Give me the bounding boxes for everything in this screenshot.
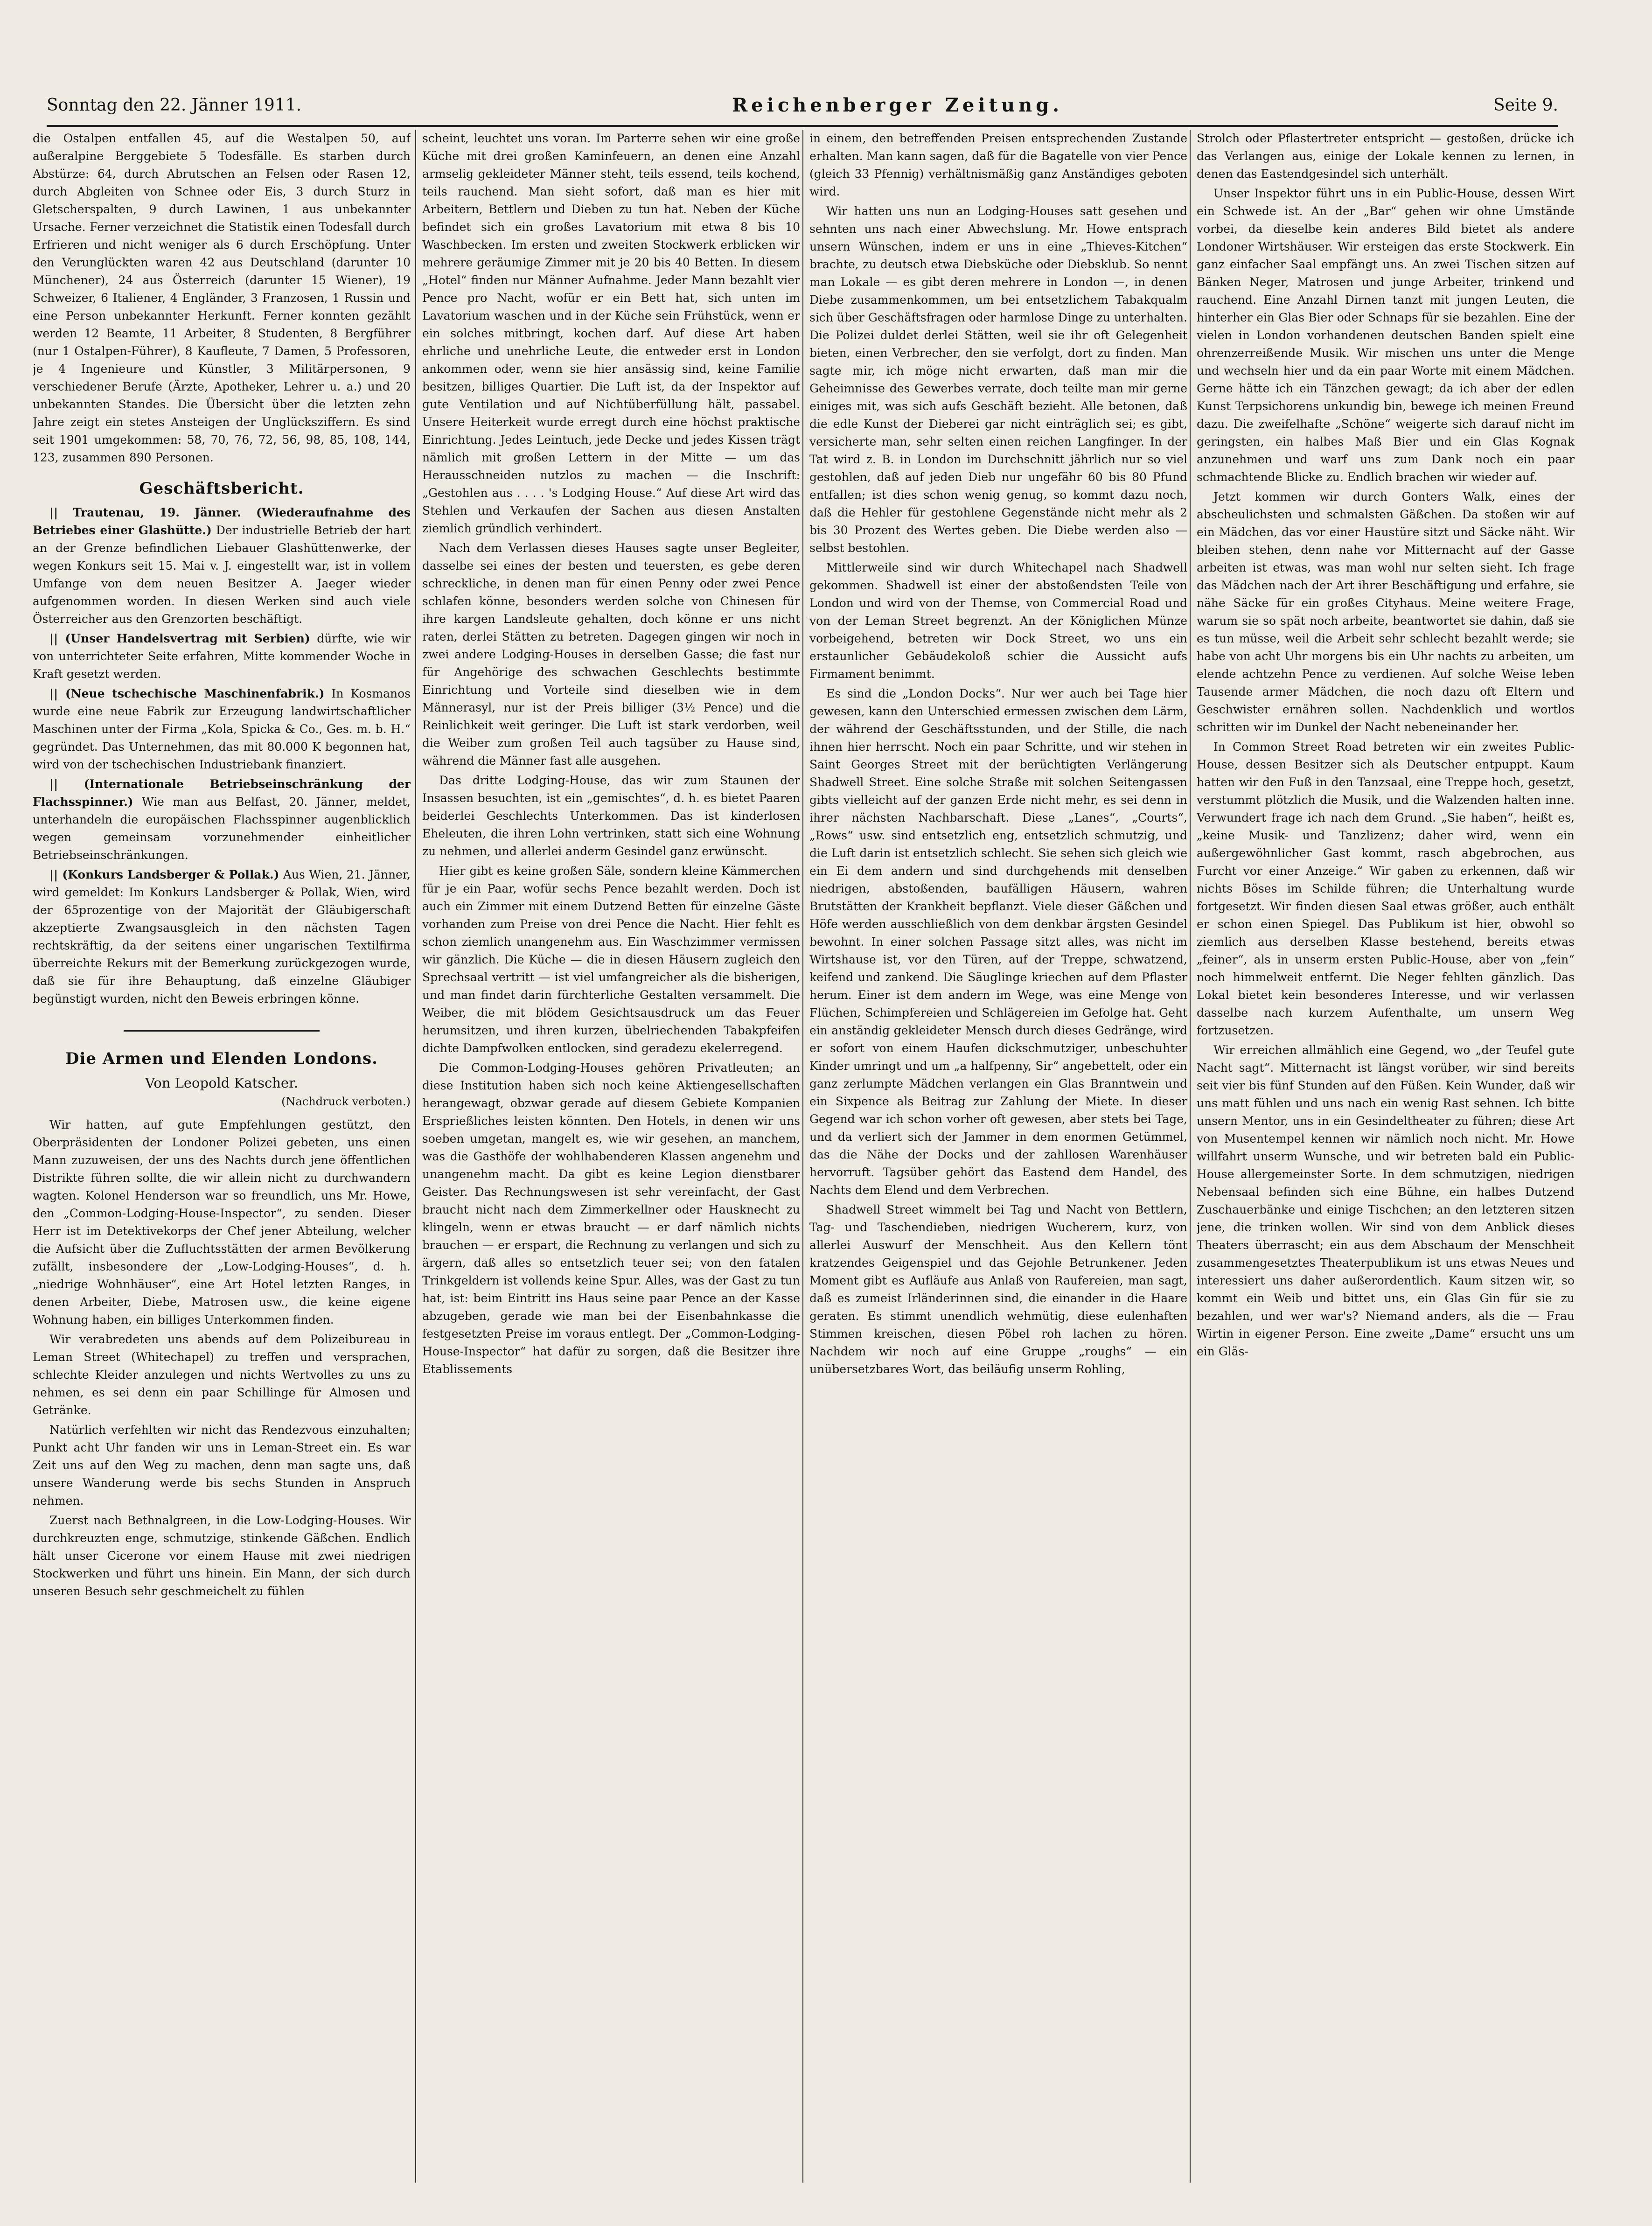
paragraph: Die Common-Lodging-Houses gehören Privatleuten; an diese Institution haben sich noch keine Aktiengesellschaften herangewagt, obzwar gerade auf diesem Gebiete Kompanien Ersprießliches leisten könnten. Den Hotels, in denen wir uns soeben umgetan, mangelt es, wie wir gesehen, an manchem, was die Gasthöfe der wohlhabenderen Klassen angenehm und unangenehm macht. Da gibt es keine Legion dienstbarer Geister. Das Rechnungswesen ist sehr vereinfacht, der Gast braucht nicht nach dem Zimmerkellner oder Hausknecht zu klingeln, wenn er etwas braucht — er darf nämlich nichts brauchen — er erspart, die Rechnung zu verlangen und sich zu ärgern, daß alles so entsetzlich teuer sei; von den fatalen Trinkgeldern ist vollends keine Spur. Alles, was der Gast zu tun hat, ist: beim Eintritt ins Haus seine paar Pence an der Kasse abzugeben, gerade wie man bei der Eisenbahnkasse die festgesetzten Preise im voraus entlegt. Der „Common-Lodging-House-Inspector“ hat dafür zu sorgen, daß die Besitzer ihre Etablissements — [422, 1061, 800, 1376]
paragraph: Wir hatten uns nun an Lodging-Houses satt gesehen und sehnten uns nach einer Abwechslung. Mr. Howe entsprach unsern Wünschen, indem er uns in eine „Thieves-Kitchen“ brachte, zu deutsch etwa Diebsküche oder Diebsklub. So nennt man Lokale — es gibt deren mehrere in London —, in denen Diebe zusammenkommen, um bei entsetzlichem Tabakqualm sich über Geschäftsfragen oder harmlose Dinge zu unterhalten. Die Polizei duldet derlei Stätten, weil sie ihr oft Gelegenheit bieten, einen Verbrecher, den sie verfolgt, dort zu finden. Man sagte mir, ich möge nicht erwarten, daß man mir die Geheimnisse des Gewerbes verrate, doch teilte man mir gerne einiges mit, was sich aufs Geschäft bezieht. Alle betonen, daß die edle Kunst der Dieberei gar nicht einträglich sei; es gibt, versicherte man, sehr selten einen reichen Langfinger. In der Tat wird z. B. in London im Durchschnitt jährlich nur so viel gestohlen, daß auf jeden Dieb nur ungefähr 60 bis 80 Pfund entfallen; ist dies schon wenig genug, so kommt dazu noch, daß die Hehler für gestohlene Gegenstände nicht mehr als 2 bis 30 Prozent des Wertes geben. Die Diebe werden also — selbst bestohlen. — [809, 204, 1187, 555]
column-1 — [33, 130, 411, 2183]
paragraph: Es sind die „London Docks“. Nur wer auch bei Tage hier gewesen, kann den Unterschied ermessen zwischen dem Lärm, der während der Geschäftsstunden, und der Stille, die nach ihnen hier herrscht. Noch ein paar Schritte, und wir stehen in Saint Georges Street mit der berüchtigten Verlängerung Shadwell Street. Eine solche Straße mit solchen Seitengassen gibts vielleicht auf der ganzen Erde nicht mehr, es sei denn in ihrer nächsten Nachbarschaft. Diese „Lanes“, „Courts“, „Rows“ usw. sind entsetzlich eng, entsetzlich schmutzig, und die Luft darin ist entsetzlich schlecht. Sie sehen sich gleich wie ein Ei dem andern und sind durchgehends mit denselben niedrigen, abstoßenden, baufälligen Häusern, wahren Brutstätten der Krankheit bepflanzt. Viele dieser Gäßchen und Höfe werden ausschließlich von dem denkbar ärgsten Gesindel bewohnt. In einer solchen Passage sitzt alles, was nicht im Wirtshause ist, vor den Türen, auf der Treppe, schwatzend, keifend und zankend. Die Säuglinge kriechen auf dem Pflaster herum. Einer ist dem andern im Wege, was eine Menge von Flüchen, Schimpfereien und Schlägereien im Gefolge hat. Geht ein anständig gekleideter Mensch durch dieses Gedränge, wird er sofort von einem Haufen dickschmutziger, unbeschuhter Kinder umringt und um „a halfpenny, Sir“ angebettelt, oder ein ganz zerlumpte Mädchen verlangen ein Glas Branntwein und ein Sixpence als Beitrag zur Zahlung der Miete. In dieser Gegend war ich schon vorher oft gewesen, aber stets bei Tage, und da verliert sich der Jammer in dem enormen Getümmel, das die Nähe der Docks und der zahllosen Warenhäuser hervorruft. Tagsüber gehört das Eastend dem Handel, des Nachts dem Elend und dem Verbrechen. — [809, 687, 1187, 1197]
paragraph: Jetzt kommen wir durch Gonters Walk, eines der abscheulichsten und schmalsten Gäßchen. Da stoßen wir auf ein Mädchen, das vor einer Haustüre sitzt und Säcke näht. Wir bleiben stehen, denn nahe vor Mitternacht auf der Gasse arbeiten ist etwas, was man wohl nur selten sieht. Ich frage das Mädchen nach der Art ihrer Beschäftigung und erfahre, sie nähe Säcke für ein großes Cityhaus. Meine weitere Frage, warum sie so spät noch arbeite, beantwortet sie dahin, daß sie es tun müsse, weil die Arbeit sehr schlecht bezahlt werde; sie habe von acht Uhr morgens bis ein Uhr nachts zu arbeiten, um elende achtzehn Pence zu verdienen. Auf solche Weise leben Tausende armer Mädchen, die noch dazu oft Eltern und Geschwister ernähren sollen. Nachdenklich und wortlos schritten wir im Dunkel der Nacht nebeneinander her. — [1197, 490, 1575, 734]
item-heading: || (Unser Handelsvertrag mit Serbien) — [49, 632, 310, 645]
header-paper-title: Reichenberger Zeitung. — [732, 94, 1063, 116]
header-page-number: Seite 9. — [1493, 95, 1558, 115]
paragraph: Natürlich verfehlten wir nicht das Rendezvous einzuhalten; Punkt acht Uhr fanden wir uns in Leman-Street ein. Es war Zeit uns auf den Weg zu machen, denn man sagte uns, daß unsere Wanderung werde bis sechs Stunden in Anspruch nehmen. — [33, 1423, 411, 1507]
item-heading: || (Neue tschechische Maschinenfabrik.) — [49, 687, 325, 700]
paragraph: Hier gibt es keine großen Säle, sondern kleine Kämmerchen für je ein Paar, wofür sechs Pence bezahlt werden. Doch ist auch ein Zimmer mit einem Dutzend Betten für einzelne Gäste vorhanden zum Preise von drei Pence die Nacht. Hier fehlt es schon ziemlich unangenehm aus. Ein Waschzimmer vermissen wir gänzlich. Die Küche — die in diesen Häusern zugleich den Sprechsaal vertritt — ist viel umfangreicher als die bisherigen, und man findet darin fürchterliche Gestalten versammelt. Die Weiber, die mit blödem Gesichtsausdruck um das Feuer herumsitzen, und ihren kurzen, übelriechenden Tabakpfeifen dichte Dampfwolken entlocken, sind geradezu ekelerregend. — [422, 864, 800, 1055]
column-divider — [415, 130, 416, 2183]
paragraph: Nach dem Verlassen dieses Hauses sagte unser Begleiter, dasselbe sei eines der besten und teuersten, es gebe deren schreckliche, in denen man für einen Penny oder zwei Pence schlafen könne, besonders werden solche von Chinesen für ihre kargen Landsleute gehalten, doch könne er uns nicht raten, derlei Stätten zu betreten. Dagegen gingen wir noch in zwei andere Lodging-Houses in derselben Gasse; die fast nur für Angehörige des schwachen Geschlechts bestimmte Einrichtung und Vorteile sind dieselben wie in dem Männerasyl, nur ist der Preis billiger (3½ Pence) und die Reinlichkeit weit geringer. Die Luft ist stark verdorben, weil die Weiber zum großen Teil auch tagsüber zu Hause sind, während die Männer fast alle ausgehen. — [422, 541, 800, 768]
paragraph: Mittlerweile sind wir durch Whitechapel nach Shadwell gekommen. Shadwell ist einer der abstoßendsten Teile von London und wird von der Themse, von Commercial Road und von der Leman Street begrenzt. An der Königlichen Münze vorbeigehend, betreten wir Dock Street, wo uns ein erstaunlicher Gebäudekoloß schier die Aussicht aufs Firmament benimmt. — [809, 561, 1187, 681]
item-body: In Kosmanos wurde eine neue Fabrik zur Erzeugung landwirtschaftlicher Maschinen unter der Firma „Kola, Spicka & Co., Ges. m. b. H.“ gegründet. Das Unternehmen, das mit 80.000 K begonnen hat, wird von der tschechischen Industriebank finanziert. — [33, 687, 411, 771]
header-date: Sonntag den 22. Jänner 1911. — [47, 95, 302, 115]
item-heading: || (Internationale Betriebseinschränkung der Flachsspinner.) — [33, 777, 411, 809]
column-2 — [422, 130, 800, 2183]
paragraph: Strolch oder Pflastertreter entspricht — gestoßen, drücke ich das Verlangen aus, einige der Lokale kennen zu lernen, in denen das Eastendgesindel sich unterhält. — [1197, 132, 1575, 181]
paragraph: Wir erreichen allmählich eine Gegend, wo „der Teufel gute Nacht sagt“. Mitternacht ist längst vorüber, wir sind bereits seit vier bis fünf Stunden auf den Füßen. Kein Wunder, daß wir uns matt fühlen und uns nach ein wenig Rast sehnen. Ich bitte unsern Mentor, uns in ein Gesindeltheater zu führen; diese Art von Musentempel kennen wir nämlich noch nicht. Mr. Howe willfahrt unserm Wunsche, und wir betreten bald ein Public-House allergemeinster Sorte. In dem schmutzigen, niedrigen Nebensaal befinden sich eine Bühne, ein halbes Dutzend Zuschauerbänke und einige Tischchen; an den letzteren sitzen jene, die trinken wollen. Wir sind von dem Anblick dieses Theaters überrascht; ein aus dem Abschaum der Menschheit zusammengesetztes Theaterpublikum ist uns etwas Neues und interessiert uns daher außerordentlich. Kaum sitzen wir, so kommt ein Weib und bittet uns, ein Glas Gin für sie zu bezahlen, und wer war's? Niemand anders, als die — Frau Wirtin in eigener Person. Eine zweite „Dame“ ersucht uns um ein Gläs- — [1197, 1043, 1575, 1358]
paragraph: Wir hatten, auf gute Empfehlungen gestützt, den Oberpräsidenten der Londoner Polizei gebeten, uns einen Mann zuzuweisen, der uns des Nachts durch jene öffentlichen Distrikte führen sollte, die wir allein nicht zu durchwandern wagten. Kolonel Henderson war so freundlich, uns Mr. Howe, den „Common-Lodging-House-Inspector“, zu senden. Dieser Herr ist im Detektivekorps der Chef jener Abteilung, welcher die Aufsicht über die Zufluchtsstätten der armen Bevölkerung zufällt, insbesondere der „Low-Lodging-Houses“, d. h. „niedrige Wohnhäuser“, eine Art Hotel letzten Ranges, in denen Arbeiter, Diebe, Matrosen usw., die keine eigene Wohnung haben, ein billiges Unterkommen finden. — [33, 1118, 411, 1326]
item-body: Wie man aus Belfast, 20. Jänner, meldet, unterhandeln die europäischen Flachsspinner augenblicklich wegen gemeinsam vorzunehmender einheitlicher Betriebseinschränkungen. — [33, 795, 411, 862]
paragraph: die Ostalpen entfallen 45, auf die Westalpen 50, auf außeralpine Berggebiete 5 Todesfälle. Es starben durch Abstürze: 64, durch Abrutschen an Felsen oder Rasen 12, durch Abgleiten von Schnee oder Eis, 3 durch Sturz in Gletscherspalten, 9 durch Lawinen, 1 aus unbekannter Ursache. Ferner verzeichnet die Statistik einen Todesfall durch Erfrieren und nicht weniger als 6 durch Erschöpfung. Unter den Verunglückten waren 42 aus Deutschland (darunter 10 Münchener), 24 aus Österreich (darunter 15 Wiener), 19 Schweizer, 6 Italiener, 4 Engländer, 3 Franzosen, 1 Russin und eine Person unbekannter Herkunft. Ferner konnten gezählt werden 12 Beamte, 11 Arbeiter, 8 Studenten, 8 Bergführer (nur 1 Ostalpen-Führer), 8 Kaufleute, 7 Damen, 5 Professoren, je 4 Ingenieure und Künstler, 3 Militärpersonen, 9 verschiedener Berufe (Ärzte, Apotheker, Lehrer u. a.) und 20 unbekannten Standes. Die Übersicht über die letzten zehn Jahre zeigt ein stetes Ansteigen der Unglücksziffern. Es sind seit 1901 umgekommen: 58, 70, 76, 72, 56, 98, 85, 108, 144, 123, zusammen 890 Personen. — [33, 132, 411, 464]
paragraph: scheint, leuchtet uns voran. Im Parterre sehen wir eine große Küche mit drei großen Kaminfeuern, an denen eine Anzahl armselig gekleideter Männer steht, teils essend, teils kochend, teils rauchend. Man sieht sofort, daß man es hier mit Arbeitern, Bettlern und Dieben zu tun hat. Neben der Küche befindet sich ein großes Lavatorium mit etwa 8 bis 10 Waschbecken. Im ersten und zweiten Stockwerk erblicken wir mehrere geräumige Zimmer mit je 20 bis 40 Betten. In diesem „Hotel“ finden nur Männer Aufnahme. Jeder Mann bezahlt vier Pence pro Nacht, wofür er ein Bett hat, sich unten im Lavatorium waschen und in der Küche sein Frühstück, wenn er ein solches mitbringt, kochen darf. Auf diese Art haben ehrliche und unehrliche Leute, die entweder erst in London ankommen oder, wenn sie hier ansässig sind, keine Familie besitzen, billiges Quartier. Die Luft ist, da der Inspektor auf gute Ventilation und auf Nichtüberfüllung hält, passabel. Unsere Heiterkeit wurde erregt durch eine höchst praktische Einrichtung. Jedes Leintuch, jede Decke und jedes Kissen trägt nämlich mit großen Lettern in der Mitte — um das Herausschneiden nutzlos zu machen — die Inschrift: „Gestohlen aus . . . . 's Lodging House.“ Auf diese Art wird das Stehlen und Verkaufen der Sachen aus diesen Anstalten ziemlich gründlich verhindert. — [422, 132, 800, 535]
paragraph: Das dritte Lodging-House, das wir zum Staunen der Insassen besuchten, ist ein „gemischtes“, d. h. es bietet Paaren beiderlei Geschlechts Unterkommen. Das ist kinderlosen Eheleuten, die ihren Lohn vertrinken, statt sich eine Wohnung zu nehmen, und allerlei anderm Gesindel ganz erwünscht. — [422, 774, 800, 858]
section-title: Geschäftsbericht. — [139, 479, 304, 498]
column-4 — [1197, 130, 1575, 2183]
paragraph: in einem, den betreffenden Preisen entsprechenden Zustande erhalten. Man kann sagen, daß für die Bagatelle von vier Pence (gleich 33 Pfennig) verhältnismäßig ganz Anständiges geboten wird. — [809, 132, 1187, 198]
item-body: Der industrielle Betrieb der hart an der Grenze befindlichen Liebauer Glashüttenwerke, der wegen Konkurs seit 15. Mai v. J. eingestellt war, ist in vollem Umfange von dem neuen Besitzer A. Jaeger wieder aufgenommen worden. In diesen Werken sind auch viele Österreicher aus den Grenzorten beschäftigt. — [33, 523, 411, 626]
paragraph: Unser Inspektor führt uns in ein Public-House, dessen Wirt ein Schwede ist. An der „Bar“ gehen wir ohne Umstände vorbei, da dieselbe kein anderes Bild bietet als andere Londoner Wirtshäuser. Wir ersteigen das erste Stockwerk. Ein ganz einfacher Saal empfängt uns. An zwei Tischen sitzen auf Bänken Neger, Matrosen und junge Arbeiter, trinkend und rauchend. Eine Anzahl Dirnen tanzt mit jungen Leuten, die hinterher ein Glas Bier oder Schnaps für sie bezahlen. Eine der vielen in London vorhandenen deutschen Banden spielt eine ohrenzerreißende Musik. Wir mischen uns unter die Menge und wechseln hier und da ein paar Worte mit einem Mädchen. Gerne hätte ich ein Tänzchen gewagt; da ich aber der edlen Kunst Terpsichorens unkundig bin, bewege ich meinen Freund dazu. Die zweifelhafte „Schöne“ weigerte sich darauf nicht im geringsten, ein halbes Maß Bier und ein Glas Kognak anzunehmen und warf uns zum Dank noch ein paar schmachtende Blicke zu. Endlich brachen wir wieder auf. — [1197, 187, 1575, 484]
paragraph: In Common Street Road betreten wir ein zweites Public-House, dessen Besitzer sich als Deutscher entpuppt. Kaum hatten wir den Fuß in den Tanzsaal, eine Treppe hoch, gesetzt, verstummt plötzlich die Musik, und die Walzenden halten inne. Verwundert frage ich nach dem Grund. „Sie haben“, heißt es, „keine Musik- und Tanzlizenz; daher wird, wenn ein außergewöhnlicher Gast kommt, rasch abgebrochen, aus Furcht vor einer Anzeige.“ Wir gaben zu erkennen, daß wir nichts Böses im Schilde führen; die Unterhaltung wurde fortgesetzt. Wir finden diesen Saal etwas größer, auch enthält er schon einen Spiegel. Das Publikum ist hier, obwohl so ziemlich aus derselben Klasse bestehend, bereits etwas „feiner“, als in unserm ersten Public-House, aber von „fein“ noch himmelweit entfernt. Die Neger fehlten gänzlich. Das Lokal bietet kein besonderes Interesse, und wir verlassen dasselbe nach kurzem Aufenthalte, um unsern Weg fortzusetzen. — [1197, 740, 1575, 1037]
paragraph: Wir verabredeten uns abends auf dem Polizeibureau in Leman Street (Whitechapel) zu treffen und versprachen, schlechte Kleider anzulegen und nichts Wertvolles zu uns zu nehmen, es sei denn ein paar Schillinge für Almosen und Getränke. — [33, 1333, 411, 1417]
article-byline: Von Leopold Katscher. — [145, 1075, 299, 1091]
column-divider — [1190, 130, 1191, 2183]
page-header — [47, 89, 1558, 121]
paragraph: Shadwell Street wimmelt bei Tag und Nacht von Bettlern, Tag- und Taschendieben, niedrigen Wucherern, kurz, von allerlei Auswurf der Menschheit. Aus den Kellern tönt kratzendes Geigenspiel und das Gejohle Betrunkener. Jeden Moment gibt es Aufläufe aus Anlaß von Raufereien, man sagt, daß es zumeist Irländerinnen sind, die einander in die Haare geraten. Es stimmt unendlich wehmütig, diese eulenhaften Stimmen kreischen, diesen Pöbel roh lachen zu hören. Nachdem wir noch auf eine Gruppe „roughs“ — ein unübersetzbares Wort, das beiläufig unserm Rohling, — [809, 1203, 1187, 1376]
article-title: Die Armen und Elenden Londons. — [65, 1049, 378, 1068]
column-3 — [809, 130, 1187, 2183]
item-heading: || Trautenau, 19. Jänner. (Wiederaufnahme des Betriebes einer Glashütte.) — [33, 506, 411, 537]
item-body: dürfte, wie wir von unterrichteter Seite erfahren, Mitte kommender Woche in Kraft gesetzt werden. — [33, 632, 411, 681]
section-separator — [33, 1019, 411, 1037]
header-rule — [47, 125, 1558, 127]
reprint-note: (Nachdruck verboten.) — [281, 1095, 411, 1108]
column-divider — [802, 130, 803, 2183]
item-body: Aus Wien, 21. Jänner, wird gemeldet: Im Konkurs Landsberger & Pollak, Wien, wird der 65prozentige von der Majorität der Gläubigerschaft akzeptierte Zwangsausgleich in den nächsten Tagen rechtskräftig, da der seitens einer ungarischen Textilfirma überreichte Rekurs mit der Bemerkung zurückgezogen wurde, daß sie für ihre Behauptung, daß einzelne Gläubiger begünstigt wurden, nicht den Beweis erbringen könne. — [33, 868, 411, 1005]
paragraph: Zuerst nach Bethnalgreen, in die Low-Lodging-Houses. Wir durchkreuzten enge, schmutzige, stinkende Gäßchen. Endlich hält unser Cicerone vor einem Hause mit zwei niedrigen Stockwerken und führt uns hinein. Ein Mann, der sich durch unseren Besuch sehr geschmeichelt zu fühlen — [33, 1514, 411, 1598]
item-heading: || (Konkurs Landsberger & Pollak.) — [49, 868, 279, 881]
